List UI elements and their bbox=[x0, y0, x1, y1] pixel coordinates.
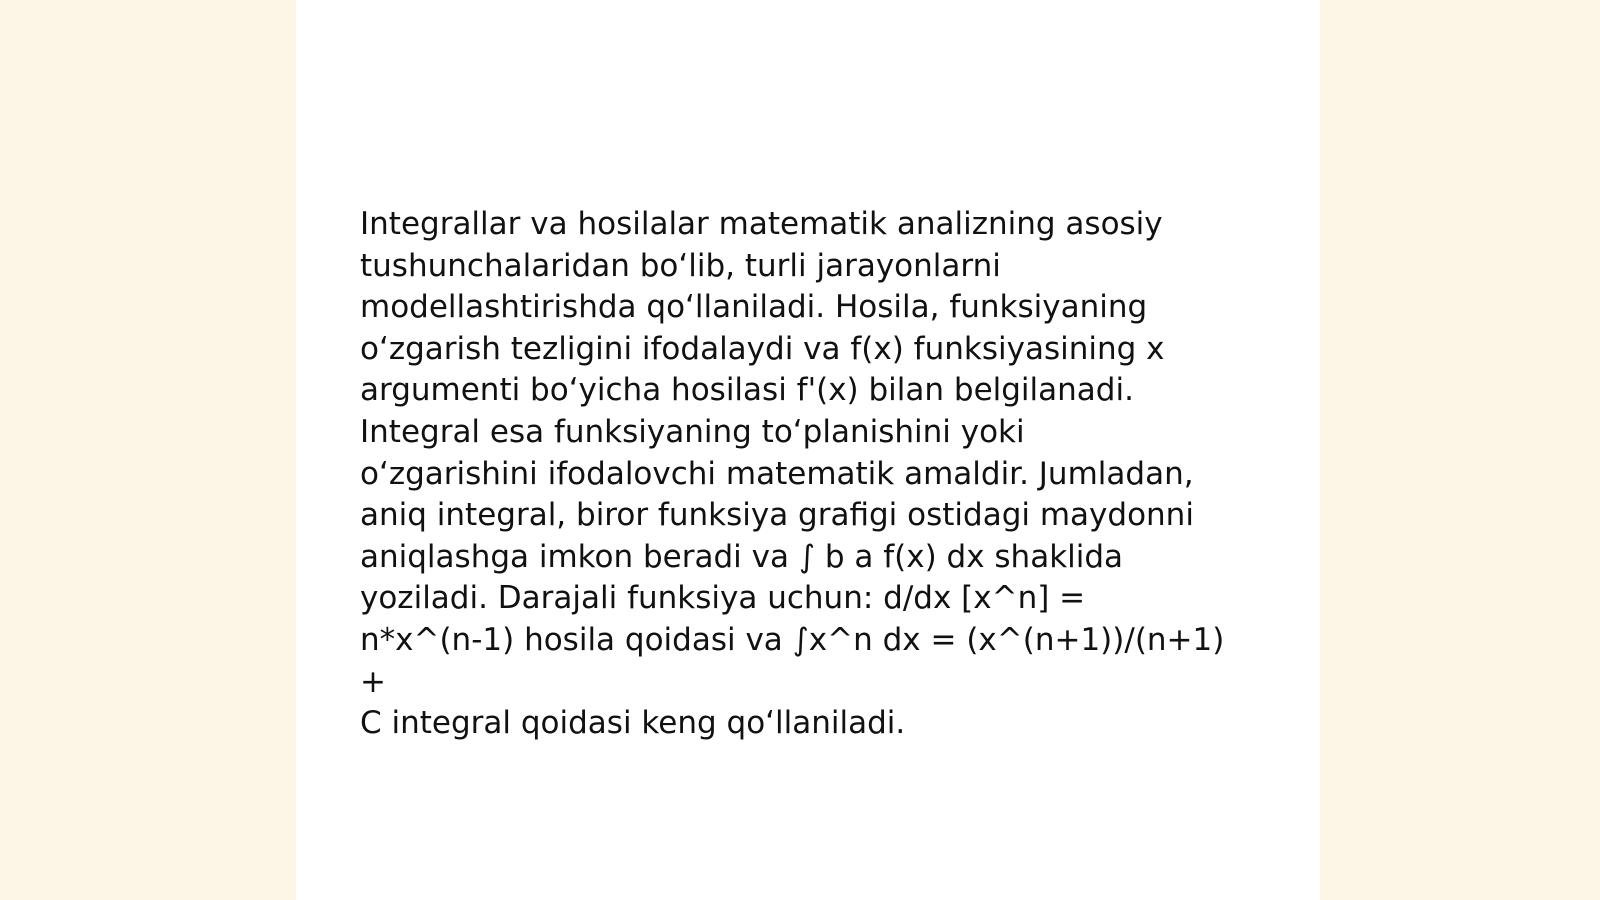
document-page bbox=[296, 0, 1320, 900]
body-paragraph: Integrallar va hosilalar matematik analizning asosiy tushunchalaridan bo‘lib, turli jarayonlarni modellashtirishda qo‘llaniladi. Hosila, funksiyaning o‘zgarish tezligini ifodalaydi va f(x) funksiyasining x argumenti bo‘yicha hosilasi f'(x) bilan belgilanadi. Integral esa funksiyaning to‘planishini yoki o‘zgarishini ifodalovchi matematik amaldir. Jumladan, aniq integral, biror funksiya grafigi ostidagi maydonni aniqlashga imkon beradi va ∫ b a f(x) dx shaklida yoziladi. Darajali funksiya uchun: d/dx [x^n] = n*x^(n-1) hosila qoidasi va ∫x^n dx = (x^(n+1))/(n+1) + C integral qoidasi keng qo‘llaniladi. bbox=[360, 206, 1225, 742]
